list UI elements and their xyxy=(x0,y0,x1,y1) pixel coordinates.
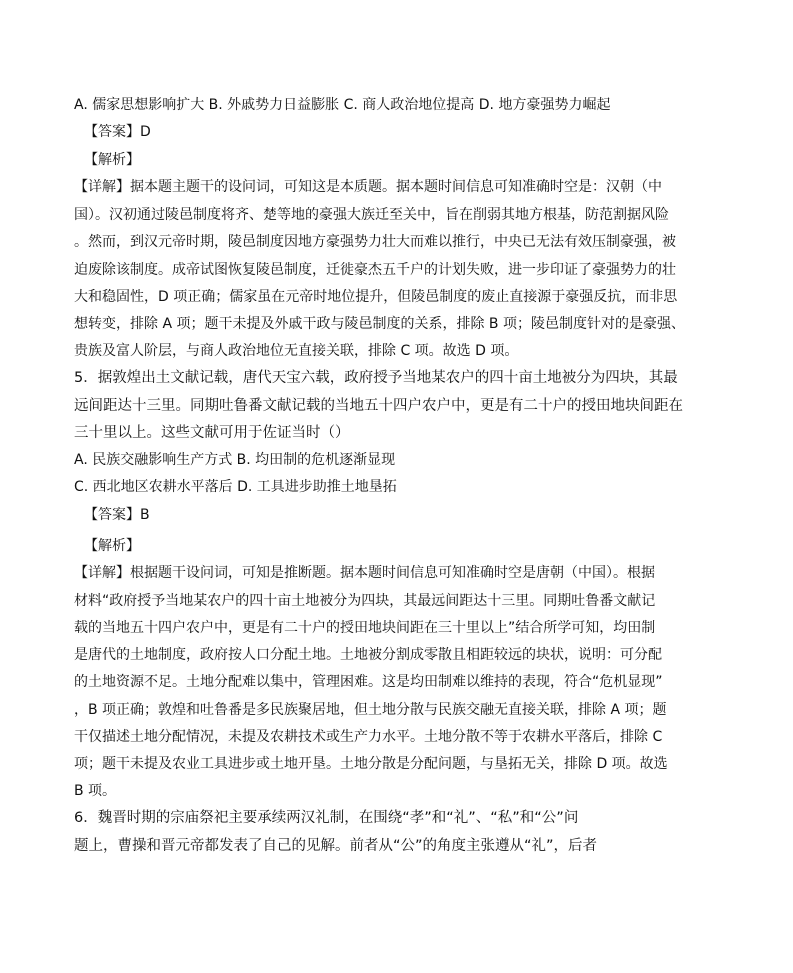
q6-stem-line: 6．魏晋时期的宗庙祭祀主要承续两汉礼制，在围绕“孝”和“礼”、“私”和“公”问 xyxy=(74,810,579,826)
q5-detail-line: 【详解】根据题干设问词，可知是推断题。据本题时间信息可知准确时空是唐朝（中国）。根据 xyxy=(74,565,655,581)
q4-detail-line: 国）。汉初通过陵邑制度将齐、楚等地的豪强大族迁至关中，旨在削弱其地方根基，防范割据风险 xyxy=(74,207,669,223)
q4-options: A. 儒家思想影响扩大 B. 外戚势力日益膨胀 C. 商人政治地位提高 D. 地方豪强势力崛起 xyxy=(74,97,611,113)
q5-stem-line: 5．据敦煌出土文献记载，唐代天宝六载，政府授予当地某农户的四十亩土地被分为四块，其最 xyxy=(74,370,678,386)
q5-stem-line: 远间距达十三里。同期吐鲁番文献记载的当地五十四户农户中，更是有二十户的授田地块间距在 xyxy=(74,398,683,414)
q5-detail-line: 材料“政府授予当地某农户的四十亩土地被分为四块，其最远间距达十三里。同期吐鲁番文献记 xyxy=(74,593,656,609)
q4-detail-line: 【详解】据本题主题干的设问词，可知这是本质题。据本题时间信息可知准确时空是：汉朝（中 xyxy=(74,179,662,195)
q5-answer: 【答案】B xyxy=(84,507,150,523)
q5-detail-line: 干仅描述土地分配情况，未提及农耕技术或生产力水平。土地分散不等于农耕水平落后，排除 C xyxy=(74,729,663,745)
q4-answer: 【答案】D xyxy=(84,124,151,140)
q5-detail-line: 项；题干未提及农业工具进步或土地开垦。土地分散是分配问题，与垦拓无关，排除 D 项。故选 xyxy=(74,756,668,772)
q4-detail-line: 迫废除该制度。成帝试图恢复陵邑制度，迁徙豪杰五千户的计划失败，进一步印证了豪强势力的壮 xyxy=(74,262,676,278)
q4-detail-line: 贵族及富人阶层，与商人政治地位无直接关联，排除 C 项。故选 D 项。 xyxy=(74,343,519,359)
q5-detail-line: ，B 项正确；敦煌和吐鲁番是多民族聚居地，但土地分散与民族交融无直接关联，排除 A 项；题 xyxy=(74,702,667,718)
q5-detail-line: 是唐代的土地制度，政府按人口分配土地。土地被分割成零散且相距较远的块状，说明：可分配 xyxy=(74,647,662,663)
q5-detail-line: B 项。 xyxy=(74,783,117,799)
q6-stem-line: 题上，曹操和晋元帝都发表了自己的见解。前者从“公”的角度主张遵从“礼”，后者 xyxy=(74,838,598,854)
q5-options-line-2: C. 西北地区农耕水平落后 D. 工具进步助推土地垦拓 xyxy=(74,479,397,495)
q5-detail-line: 载的当地五十四户农户中，更是有二十户的授田地块间距在三十里以上”结合所学可知，均田制 xyxy=(74,620,656,636)
q5-stem-line: 三十里以上。这些文献可用于佐证当时（） xyxy=(74,425,350,441)
q4-analysis-label: 【解析】 xyxy=(84,152,140,168)
q5-analysis-label: 【解析】 xyxy=(84,538,140,554)
q5-options-line-1: A. 民族交融影响生产方式 B. 均田制的危机逐渐显现 xyxy=(74,452,396,468)
q4-detail-line: 。然而，到汉元帝时期，陵邑制度因地方豪强势力壮大而难以推行，中央已无法有效压制豪强，被 xyxy=(74,234,676,250)
q5-detail-line: 的土地资源不足。土地分配难以集中，管理困难。这是均田制难以维持的表现，符合“危机显现” xyxy=(74,674,663,690)
q4-detail-line: 想转变，排除 A 项；题干未提及外戚干政与陵邑制度的关系，排除 B 项；陵邑制度针对的是豪强、 xyxy=(74,316,685,332)
q4-detail-line: 大和稳固性，D 项正确；儒家虽在元帝时地位提升，但陵邑制度的废止直接源于豪强反抗，而非思 xyxy=(74,289,678,305)
